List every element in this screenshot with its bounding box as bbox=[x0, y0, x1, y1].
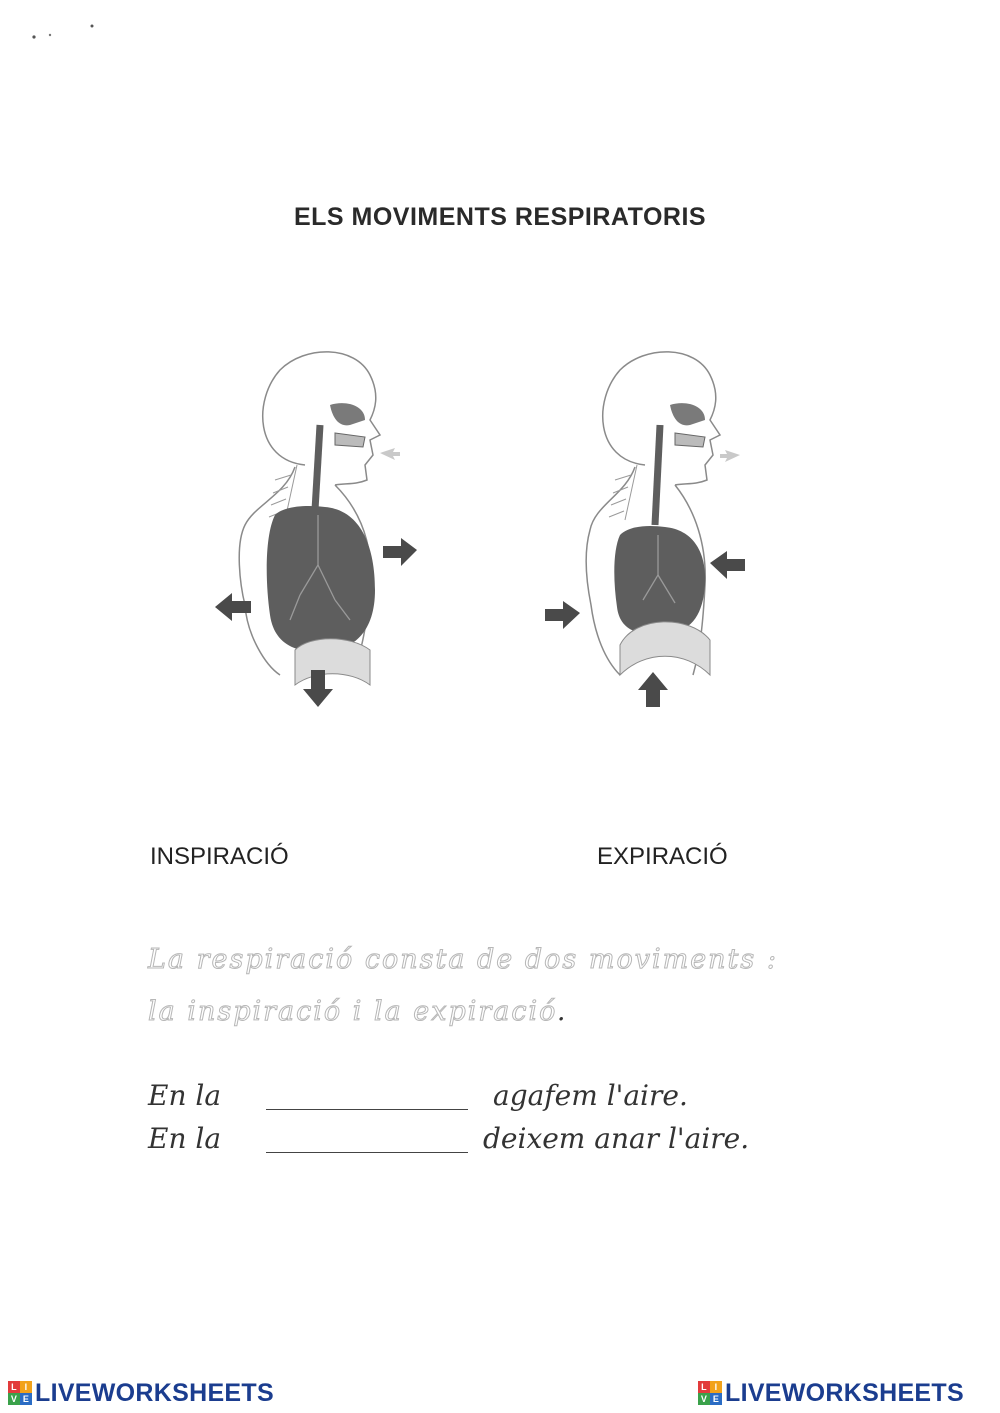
tracing-line-2-end: . bbox=[556, 996, 568, 1027]
tracing-line-2-text: la inspiració i la expiració bbox=[148, 996, 557, 1027]
lw-letter-v: V bbox=[698, 1393, 710, 1405]
answer-blank-1[interactable] bbox=[266, 1109, 468, 1110]
lw-letter-i: I bbox=[710, 1381, 722, 1393]
inspiration-caption: INSPIRACIÓ bbox=[150, 843, 289, 870]
inspiration-diagram bbox=[185, 345, 435, 715]
sentence-2-suffix: deixem anar l'aire. bbox=[483, 1122, 750, 1155]
liveworksheets-logo-right[interactable] bbox=[698, 1376, 964, 1410]
sentence-1-prefix: En la bbox=[148, 1079, 222, 1112]
liveworksheets-icon bbox=[8, 1381, 32, 1405]
sentence-1-suffix: agafem l'aire. bbox=[493, 1079, 688, 1112]
expiration-diagram bbox=[525, 345, 775, 715]
lw-letter-e: E bbox=[20, 1393, 32, 1405]
tracing-line-1-end: : bbox=[766, 944, 778, 975]
worksheet-title: ELS MOVIMENTS RESPIRATORIS bbox=[293, 203, 707, 231]
lw-letter-i: I bbox=[20, 1381, 32, 1393]
tracing-line-2 bbox=[148, 996, 568, 1027]
liveworksheets-icon bbox=[698, 1381, 722, 1405]
lw-letter-e: E bbox=[710, 1393, 722, 1405]
answer-blank-2[interactable] bbox=[266, 1152, 468, 1153]
liveworksheets-logo-left[interactable] bbox=[8, 1376, 274, 1410]
expiration-caption: EXPIRACIÓ bbox=[597, 843, 728, 870]
lw-letter-l: L bbox=[698, 1381, 710, 1393]
brand-text-right: LIVEWORKSHEETS bbox=[725, 1378, 964, 1407]
brand-text-left: LIVEWORKSHEETS bbox=[35, 1378, 274, 1407]
lw-letter-l: L bbox=[8, 1381, 20, 1393]
lw-letter-v: V bbox=[8, 1393, 20, 1405]
sentence-2-prefix: En la bbox=[148, 1122, 222, 1155]
tracing-line-1 bbox=[148, 944, 778, 975]
scan-specks bbox=[28, 22, 108, 42]
tracing-line-1-text: La respiració consta de dos moviments bbox=[148, 944, 757, 975]
